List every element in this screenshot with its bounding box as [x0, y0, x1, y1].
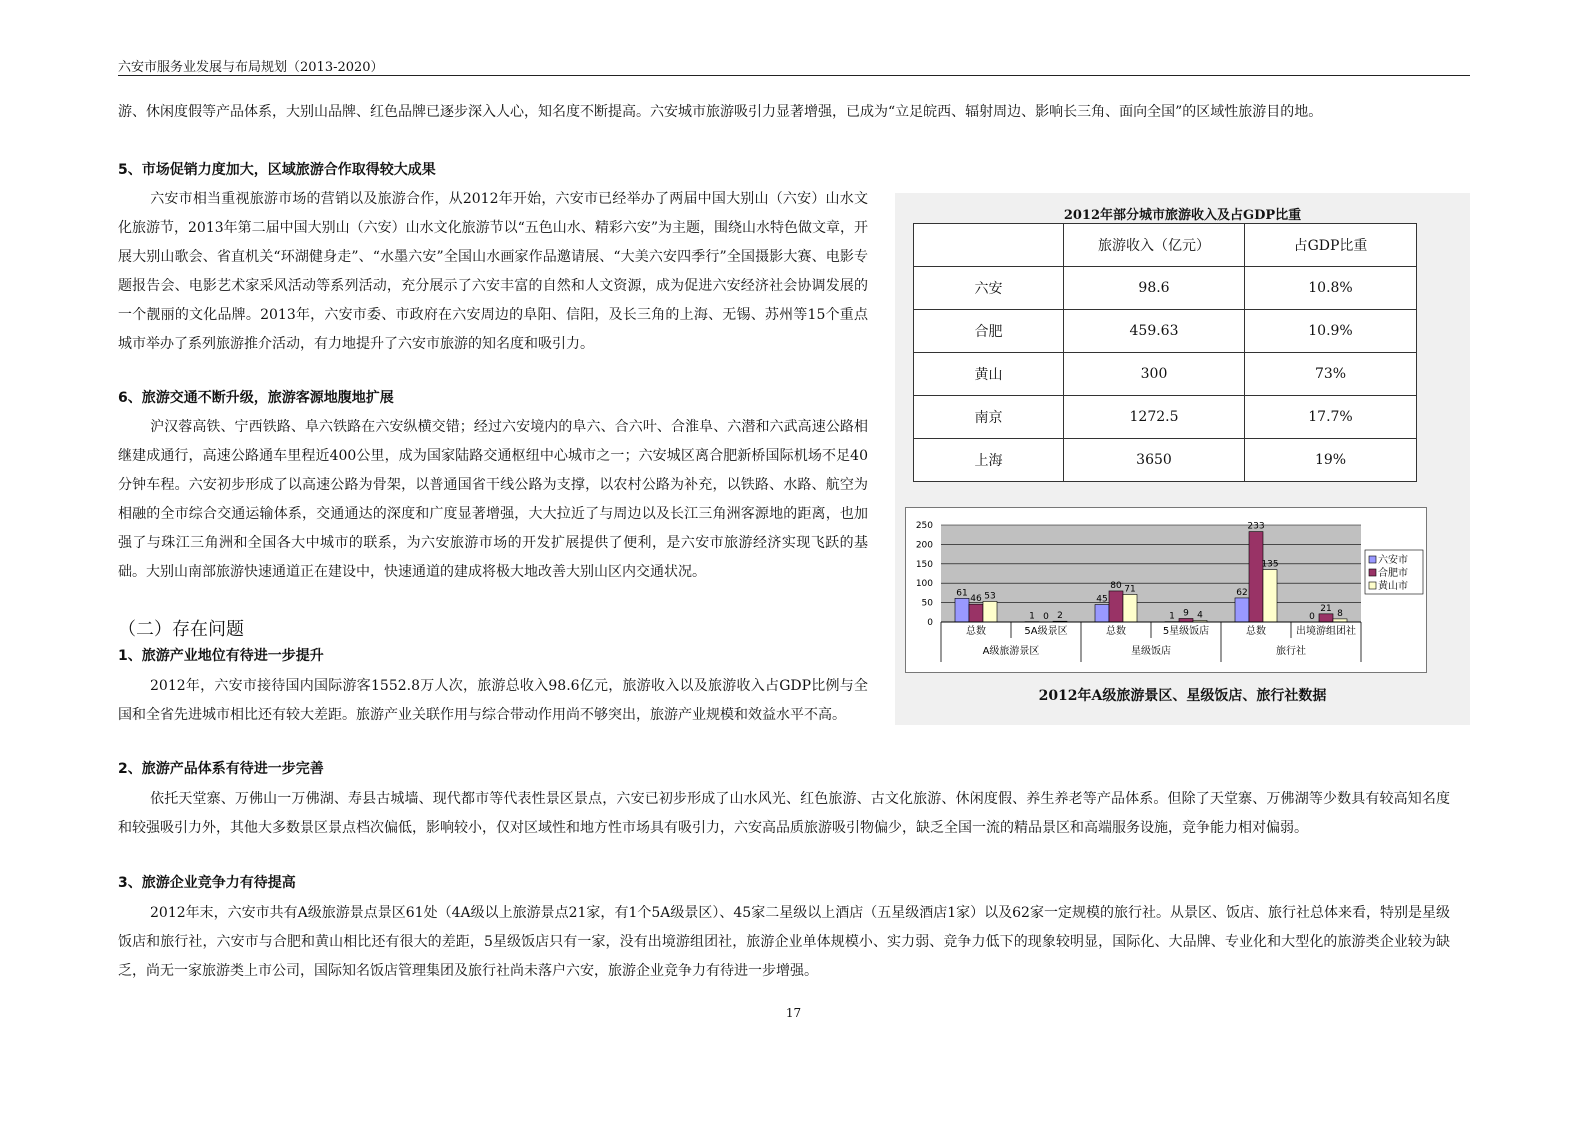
- page-number: 17: [785, 1006, 802, 1020]
- y-tick-label: 250: [915, 521, 933, 531]
- table-cell-city: 上海: [914, 439, 1064, 482]
- data-label: 46: [970, 594, 982, 605]
- table-cell-city: 六安: [914, 267, 1064, 310]
- issue-3-paragraph: [118, 899, 1450, 986]
- data-label: 9: [1183, 608, 1189, 619]
- bar: [1095, 605, 1109, 622]
- issue-3-heading: 3、旅游企业竞争力有待提高: [118, 875, 296, 891]
- table-cell-share: 10.8%: [1245, 267, 1417, 310]
- data-label: 2: [1057, 611, 1063, 622]
- data-label: 135: [1261, 559, 1279, 570]
- group-label: 旅行社: [1276, 646, 1306, 657]
- data-label: 61: [956, 588, 968, 599]
- y-tick-label: 0: [927, 618, 933, 628]
- y-tick-label: 200: [915, 540, 933, 551]
- bar: [1263, 570, 1277, 622]
- data-label: 1: [1029, 611, 1035, 622]
- bar-chart: [905, 507, 1427, 673]
- y-tick-label: 100: [915, 579, 933, 590]
- table-row: [914, 353, 1417, 396]
- heading-6: 6、旅游交通不断升级，旅游客源地腹地扩展: [118, 390, 394, 406]
- table-title: 2012年部分城市旅游收入及占GDP比重: [1063, 208, 1302, 223]
- table-cell-revenue: 3650: [1064, 439, 1245, 482]
- issue-2-heading: 2、旅游产品体系有待进一步完善: [118, 761, 324, 777]
- data-label: 8: [1337, 608, 1343, 619]
- header-rule: [118, 75, 1470, 76]
- x-tick-label: 出境游组团社: [1296, 626, 1356, 637]
- data-label: 0: [1043, 612, 1049, 622]
- legend-label: 黄山市: [1378, 581, 1408, 592]
- paragraph-5-text: 六安市相当重视旅游市场的营销以及旅游合作，从2012年开始，六安市已经举办了两届中国大别山（六安）山水文化旅游节，2013年第二届中国大别山（六安）山水文化旅游节以“五色山水、精彩六安”为主题，围绕山水特色做文章，开展大别山歌会、省直机关“环湖健身走”、“水墨六安”全国山水画家作品邀请展、“大美六安四季行”全国摄影大赛、电影专题报告会、电影艺术家采风活动等系列活动，充分展示了六安丰富的自然和人文资源，成为促进六安经济社会协调发展的一个靓丽的文化品牌。2013年，六安市委、市政府在六安周边的阜阳、信阳，及长三角的上海、无锡、苏州等15个重点城市举办了系列旅游推介活动，有力地提升了六安市旅游的知名度和吸引力。: [118, 191, 868, 352]
- table-row: [914, 396, 1417, 439]
- data-label: 62: [1236, 587, 1248, 598]
- bar: [955, 598, 969, 622]
- bar: [1123, 594, 1137, 622]
- table-cell-share: 17.7%: [1245, 396, 1417, 439]
- data-label: 80: [1110, 580, 1122, 591]
- y-tick-label: 150: [915, 559, 933, 570]
- bar: [1319, 614, 1333, 622]
- table-row: [914, 310, 1417, 353]
- paragraph-6-text: 沪汉蓉高铁、宁西铁路、阜六铁路在六安纵横交错；经过六安境内的阜六、合六叶、合淮阜、六潜和六武高速公路相继建成通行，高速公路通车里程近400公里，成为国家陆路交通枢纽中心城市之一；六安城区离合肥新桥国际机场不足40分钟车程。六安初步形成了以高速公路为骨架，以普通国省干线公路为支撑，以农村公路为补充，以铁路、水路、航空为相融的全市综合交通运输体系，交通通达的深度和广度显著增强，大大拉近了与周边以及长江三角洲客源地的距离，也加强了与珠江三角洲和全国各大中城市的联系，为六安旅游市场的开发扩展提供了便利，是六安市旅游经济实现飞跃的基础。大别山南部旅游快速通道正在建设中，快速通道的建成将极大地改善大别山区内交通状况。: [118, 419, 868, 580]
- issue-1-paragraph: [118, 672, 868, 730]
- heading-5: 5、市场促销力度加大，区域旅游合作取得较大成果: [118, 162, 436, 178]
- bar: [1249, 532, 1263, 622]
- bar: [969, 604, 983, 622]
- table-cell-revenue: 98.6: [1064, 267, 1245, 310]
- table-cell-revenue: 459.63: [1064, 310, 1245, 353]
- paragraph-6: [118, 413, 868, 587]
- issue-1-text: 2012年，六安市接待国内国际游客1552.8万人次，旅游总收入98.6亿元，旅游收入以及旅游收入占GDP比例与全国和全省先进城市相比还有较大差距。旅游产业关联作用与综合带动作用尚不够突出，旅游产业规模和效益水平不高。: [118, 678, 868, 723]
- legend-label: 六安市: [1378, 555, 1408, 566]
- section-heading: （二）存在问题: [118, 619, 244, 640]
- table-cell-revenue: 1272.5: [1064, 396, 1245, 439]
- table-cell-share: 73%: [1245, 353, 1417, 396]
- chart-caption: 2012年A级旅游景区、星级饭店、旅行社数据: [1038, 688, 1327, 704]
- bar: [1179, 619, 1193, 622]
- data-label: 53: [984, 591, 996, 602]
- table-cell-revenue: 300: [1064, 353, 1245, 396]
- intro-paragraph: 游、休闲度假等产品体系，大别山品牌、红色品牌已逐步深入人心，知名度不断提高。六安城市旅游吸引力显著增强，已成为“立足皖西、辐射周边、影响长三角、面向全国”的区域性旅游目的地。: [118, 104, 1323, 120]
- x-tick-label: 总数: [966, 626, 986, 637]
- legend-label: 合肥市: [1378, 568, 1408, 579]
- table-row: [914, 267, 1417, 310]
- issue-1-heading: 1、旅游产业地位有待进一步提升: [118, 648, 324, 664]
- legend-swatch: [1369, 582, 1376, 589]
- bar: [983, 601, 997, 622]
- issue-2-paragraph: [118, 785, 1450, 843]
- data-label: 4: [1197, 610, 1203, 621]
- group-label: A级旅游景区: [982, 646, 1040, 657]
- bar-chart-svg: [906, 508, 1426, 672]
- x-tick-label: 总数: [1246, 626, 1266, 637]
- gdp-table: [913, 223, 1417, 482]
- x-tick-label: 5A级景区: [1024, 626, 1068, 637]
- table-header-blank: [914, 224, 1064, 267]
- data-label: 0: [1309, 612, 1315, 622]
- table-cell-city: 合肥: [914, 310, 1064, 353]
- table-cell-share: 10.9%: [1245, 310, 1417, 353]
- data-label: 1: [1169, 611, 1175, 622]
- legend-swatch: [1369, 556, 1376, 563]
- data-label: 45: [1096, 594, 1108, 605]
- issue-3-text: 2012年末，六安市共有A级旅游景点景区61处（4A级以上旅游景点21家，有1个5A级景区）、45家二星级以上酒店（五星级酒店1家）以及62家一定规模的旅行社。从景区、饭店、旅行社总体来看，特别是星级饭店和旅行社，六安市与合肥和黄山相比还有很大的差距，5星级饭店只有一家，没有出境游组团社，旅游企业单体规模小、实力弱、竞争力低下的现象较明显，国际化、大品牌、专业化和大型化的旅游类企业较为缺乏，尚无一家旅游类上市公司，国际知名饭店管理集团及旅行社尚未落户六安，旅游企业竞争力有待进一步增强。: [118, 905, 1450, 979]
- table-row: [914, 439, 1417, 482]
- bar: [1235, 598, 1249, 622]
- group-label: 星级饭店: [1131, 646, 1171, 657]
- document-header: 六安市服务业发展与布局规划（2013-2020）: [118, 60, 384, 75]
- table-header-share: 占GDP比重: [1245, 224, 1417, 267]
- plot-area: [941, 525, 1361, 622]
- figure-panel: [895, 193, 1470, 725]
- x-tick-label: 总数: [1106, 626, 1126, 637]
- data-label: 71: [1124, 584, 1136, 595]
- paragraph-5: [118, 185, 868, 359]
- legend-swatch: [1369, 569, 1376, 576]
- table-cell-city: 南京: [914, 396, 1064, 439]
- table-cell-share: 19%: [1245, 439, 1417, 482]
- data-label: 21: [1320, 603, 1332, 614]
- issue-2-text: 依托天堂寨、万佛山一万佛湖、寿县古城墙、现代都市等代表性景区景点，六安已初步形成了山水风光、红色旅游、古文化旅游、休闲度假、养生养老等产品体系。但除了天堂寨、万佛湖等少数具有较高知名度和较强吸引力外，其他大多数景区景点档次偏低，影响较小，仅对区域性和地方性市场具有吸引力，六安高品质旅游吸引物偏少，缺乏全国一流的精品景区和高端服务设施，竞争能力相对偏弱。: [118, 791, 1450, 836]
- x-tick-label: 5星级饭店: [1162, 626, 1210, 637]
- bar: [1109, 591, 1123, 622]
- y-tick-label: 50: [921, 598, 933, 609]
- data-label: 233: [1247, 521, 1265, 532]
- table-header-revenue: 旅游收入（亿元）: [1064, 224, 1245, 267]
- table-cell-city: 黄山: [914, 353, 1064, 396]
- table-header-row: [914, 224, 1417, 267]
